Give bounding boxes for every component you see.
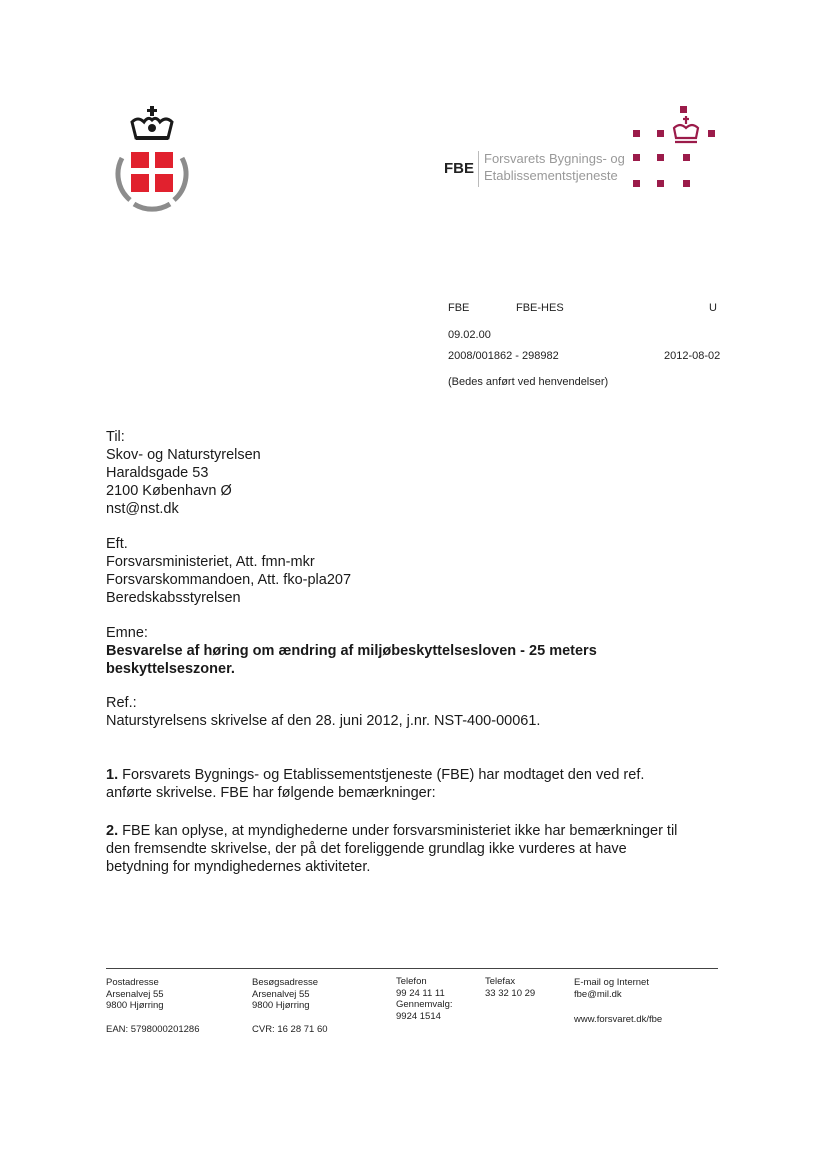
- recipient-block: [106, 428, 261, 518]
- ref-label: Ref.:: [106, 695, 137, 711]
- recipient-line: Haraldsgade 53: [106, 465, 209, 481]
- crest-square-bl: [131, 174, 149, 192]
- ref-sender: FBE: [448, 302, 470, 314]
- footer-value: 9924 1514: [396, 1010, 441, 1022]
- danish-defence-crest-logo: [104, 100, 200, 218]
- paragraph-text: Forsvarets Bygnings- og Etablissementstjeneste (FBE) har modtaget den ved ref.: [122, 767, 645, 783]
- ref-case-number: 2008/001862 - 298982: [448, 350, 559, 362]
- crest-square-tr: [155, 152, 173, 168]
- copy-line: Beredskabsstyrelsen: [106, 590, 241, 606]
- footer-label: E-mail og Internet: [574, 977, 649, 988]
- ref-date: 2012-08-02: [664, 350, 721, 362]
- footer-value: Arsenalvej 55: [106, 988, 164, 1000]
- paragraph-number: 2.: [106, 823, 119, 839]
- footer-value: Gennemvalg:: [396, 999, 453, 1010]
- footer-phone: [396, 976, 453, 1022]
- crest-square-br: [155, 174, 173, 192]
- footer-value: 9800 Hjørring: [106, 1000, 164, 1011]
- fbe-name-line1: Forsvarets Bygnings- og: [484, 151, 625, 166]
- paragraph-number: 1.: [106, 767, 119, 783]
- subject-block: [106, 624, 706, 678]
- paragraph-text: FBE kan oplyse, at myndighederne under forsvarsministeriet ikke har bemærkninger til: [122, 823, 678, 839]
- footer-label: Telefax: [485, 976, 516, 987]
- copy-line: Forsvarsministeriet, Att. fmn-mkr: [106, 554, 315, 570]
- paragraph-1: [106, 766, 706, 802]
- footer-cvr: CVR: 16 28 71 60: [252, 1024, 328, 1035]
- small-crown-icon: [674, 116, 698, 142]
- footer-value: 33 32 10 29: [485, 987, 536, 999]
- ref-text: Naturstyrelsens skrivelse af den 28. juni 2012, j.nr. NST-400-00061.: [106, 713, 541, 729]
- fbe-full-name: [484, 150, 625, 184]
- subject-label: Emne:: [106, 625, 148, 641]
- footer-label: Besøgsadresse: [252, 977, 319, 988]
- paragraph-2: [106, 822, 716, 876]
- fbe-crown-squares-logo: [628, 100, 722, 192]
- fbe-logo-divider: [478, 151, 479, 187]
- footer-value: 99 24 11 11: [396, 987, 445, 999]
- fbe-name-line2: Etablissementstjeneste: [484, 168, 618, 183]
- fbe-abbreviation: FBE: [444, 160, 474, 177]
- paragraph-text: betydning for myndighedernes aktiviteter.: [106, 859, 371, 875]
- footer-fax: [485, 976, 535, 999]
- crown-icon: [132, 106, 172, 140]
- footer-visit-address: [252, 977, 318, 1012]
- paragraph-text: anførte skrivelse. FBE har følgende bemærkninger:: [106, 785, 436, 801]
- footer-postal-address: [106, 977, 164, 1012]
- ref-unit: FBE-HES: [516, 302, 564, 314]
- ref-classification: U: [709, 302, 717, 314]
- copy-block: [106, 535, 351, 607]
- footer-value: 9800 Hjørring: [252, 1000, 310, 1011]
- subject-text-line2: beskyttelseszoner.: [106, 661, 235, 677]
- ref-note: (Bedes anført ved henvendelser): [448, 376, 609, 388]
- footer-ean: EAN: 5798000201286: [106, 1024, 200, 1035]
- footer-value: Arsenalvej 55: [252, 988, 310, 1000]
- ref-file-code: 09.02.00: [448, 329, 491, 341]
- recipient-email: nst@nst.dk: [106, 501, 179, 517]
- copy-label: Eft.: [106, 536, 128, 552]
- subject-text-line1: Besvarelse af høring om ændring af miljøbeskyttelsesloven - 25 meters: [106, 643, 597, 659]
- footer-label: Telefon: [396, 976, 427, 987]
- footer-label: Postadresse: [106, 977, 159, 988]
- footer-website-link[interactable]: www.forsvaret.dk/fbe: [574, 1014, 663, 1025]
- footer-email: [574, 977, 649, 1000]
- footer-divider: [106, 968, 718, 969]
- paragraph-text: den fremsendte skrivelse, der på det foreliggende grundlag ikke vurderes at have: [106, 841, 627, 857]
- reference-block: [106, 694, 540, 730]
- recipient-line: 2100 København Ø: [106, 483, 232, 499]
- crest-square-tl: [131, 152, 149, 168]
- footer-email-link[interactable]: fbe@mil.dk: [574, 988, 622, 1000]
- copy-line: Forsvarskommandoen, Att. fko-pla207: [106, 572, 352, 588]
- recipient-label: Til:: [106, 429, 125, 445]
- recipient-line: Skov- og Naturstyrelsen: [106, 447, 261, 463]
